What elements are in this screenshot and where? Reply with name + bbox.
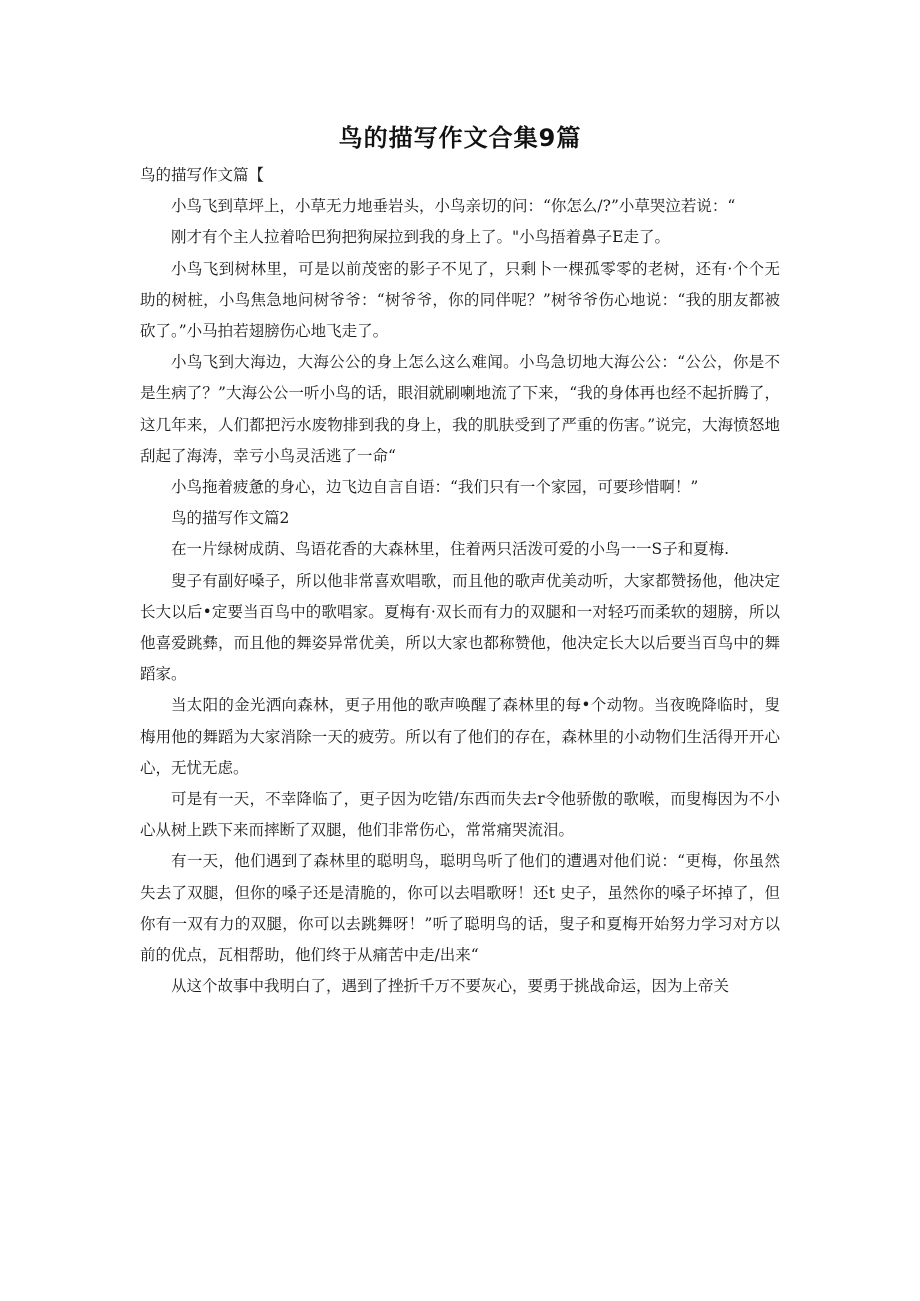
paragraph: 从这个故事中我明白了，遇到了挫折千万不要灰心，要勇于挑战命运，因为上帝关: [171, 977, 730, 996]
paragraph: 在一片绿树成荫、鸟语花香的大森林里，住着两只活泼可爱的小鸟一一S子和夏梅.: [171, 540, 730, 559]
document-title: 鸟的描写作文合集9篇: [338, 124, 582, 152]
paragraph: 小鸟飞到大海边，大海公公的身上怎么这么难闻。小鸟急切地大海公公：“公公，你是不是生病了？”大海公公一听小鸟的话，眼泪就刷喇地流了下来，“我的身体再也经不起折腾了，这几年来，人们都把污水废物排到我的身上，我的肌肤受到了严重的伤害。”说完，大海愤怒地刮起了海涛，幸亏小鸟灵活逃了一命“: [140, 353, 780, 465]
section-heading: 鸟的描写作文篇【: [140, 166, 265, 184]
paragraph: 可是有一天，不幸降临了，更子因为吃错/东西而失去r令他骄傲的歌喉，而叟梅因为不小心从树上跌下来而摔断了双腿，他们非常伤心，常常痛哭流泪。: [140, 790, 780, 840]
paragraph: 刚才有个主人拉着哈巴狗把狗屎拉到我的身上了。"小鸟捂着鼻子E走了。: [171, 228, 670, 247]
section-heading: 鸟的描写作文篇2: [171, 509, 290, 528]
paragraph: 有一天，他们遇到了森林里的聪明鸟，聪明鸟听了他们的遭遇对他们说：“更梅，你虽然失去了双腿，但你的嗓子还是清脆的，你可以去唱歌呀！还t 史子，虽然你的嗓子坏掉了，但你有一双有力的双腿，你可以去跳舞呀！”听了聪明鸟的话，叟子和夏梅开始努力学习对方以前的优点，瓦相帮助，他们终于从痛苦中走/出来“: [140, 852, 780, 965]
paragraph: 小鸟飞到草坪上，小草无力地垂岩头，小鸟亲切的问：“你怎么/?”小草哭泣若说：“: [171, 197, 736, 216]
document-body: [140, 160, 780, 1002]
paragraph: 叟子有副好嗓子，所以他非常喜欢唱歌，而且他的歌声优美动听，大家都赞扬他，他决定长大以后•定要当百鸟中的歌唱家。夏梅有·双长而有力的双腿和一对轻巧而柔软的翅膀，所以他喜爱跳彝，而且他的舞姿异常优美，所以大家也都称赞他，他决定长大以后要当百鸟中的舞蹈家。: [140, 571, 780, 684]
paragraph: 小鸟拖着疲惫的身心，边飞边自言自语：“我们只有一个家园，可要珍惜啊！”: [171, 478, 699, 497]
paragraph: 小鸟飞到树林里，可是以前茂密的影子不见了，只剩卜一棵孤零零的老树，还有·个个无助的树桩，小鸟焦急地问树爷爷：“树爷爷，你的同伴呢？”树爷爷伤心地说：“我的朋友都被砍了。”小马拍若翅膀伤心地飞走了。: [140, 259, 780, 341]
paragraph: 当太阳的金光洒向森林，更子用他的歌声唤醒了森林里的每•个动物。当夜晚降临时，叟梅用他的舞蹈为大家消除一天的疲劳。所以有了他们的存在，森林里的小动物们生活得开开心心，无忧无虑。: [140, 696, 780, 777]
